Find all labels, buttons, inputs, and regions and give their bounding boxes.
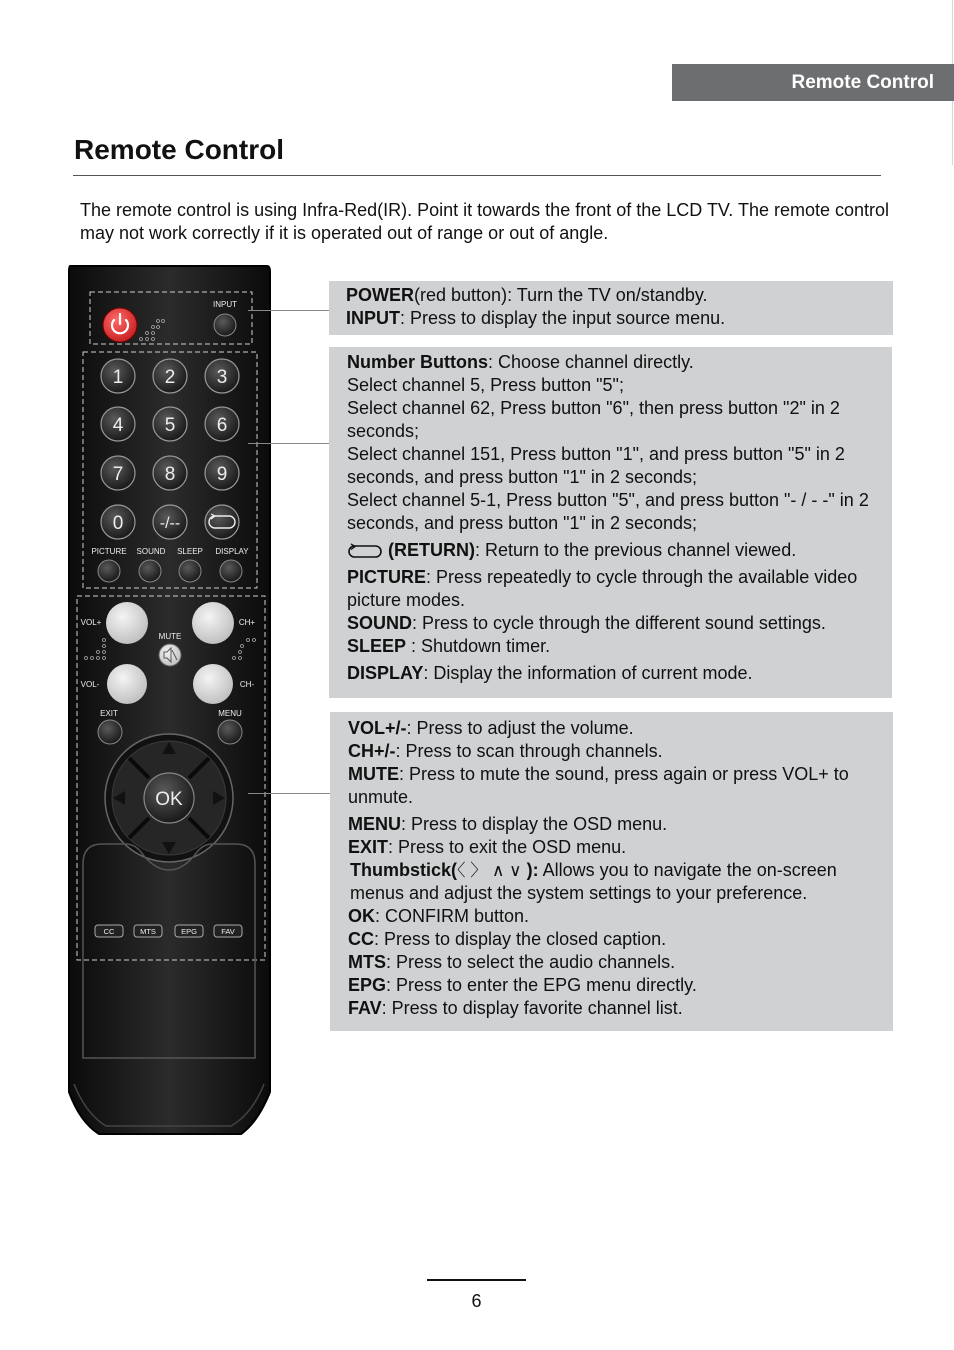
- digit-5-label: 5: [164, 415, 176, 436]
- menu-description: MENU: Press to display the OSD menu.: [348, 814, 668, 834]
- display-description: DISPLAY: Display the information of current mode.: [347, 663, 753, 683]
- channel-example-4: Select channel 5-1, Press button "5", and press button "- / - -" in 2 seconds, and press button "1" in 2 seconds;: [347, 490, 869, 533]
- thumbstick-arrows: 〈 〉 ∧ ∨: [457, 861, 522, 880]
- display-button[interactable]: [220, 560, 242, 582]
- section-header: Remote Control: [672, 64, 954, 101]
- digit-0-label: 0: [112, 513, 124, 534]
- sleep-description: SLEEP : Shutdown timer.: [347, 636, 551, 656]
- mute-button[interactable]: [159, 644, 181, 666]
- power-input-description: [329, 281, 893, 335]
- input-description: INPUT: Press to display the input source menu.: [346, 308, 726, 328]
- channel-example-3: Select channel 151, Press button "1", and press button "5" in 2 seconds, and press button "1" in 2 seconds;: [347, 444, 845, 487]
- return-description: (RETURN): Return to the previous channel viewed.: [347, 539, 882, 562]
- digit-9-label: 9: [216, 464, 228, 485]
- power-description: POWER(red button): Turn the TV on/standby.: [346, 285, 708, 305]
- title-divider: [73, 175, 881, 176]
- digit-7-label: 7: [112, 464, 124, 485]
- ch-minus-label: CH-: [239, 680, 255, 689]
- fav-label: FAV: [221, 927, 235, 936]
- page-title: Remote Control: [74, 134, 284, 165]
- ok-label: OK: [155, 789, 183, 810]
- digit-8-label: 8: [164, 464, 176, 485]
- digit-6-label: 6: [216, 415, 228, 436]
- ok-description: OK: CONFIRM button.: [348, 906, 530, 926]
- exit-label: EXIT: [100, 709, 118, 718]
- picture-button[interactable]: [98, 560, 120, 582]
- vol-description: VOL+/-: Press to adjust the volume.: [348, 718, 634, 738]
- intro-paragraph: The remote control is using Infra-Red(IR). Point it towards the front of the LCD TV. The remote control may not work correctly if it is operated out of range or out of angle.: [80, 200, 890, 243]
- display-label: DISPLAY: [215, 547, 249, 556]
- vol-minus-label: VOL-: [80, 680, 100, 689]
- fav-description: FAV: Press to display favorite channel list.: [348, 998, 683, 1018]
- cc-label: CC: [103, 927, 115, 936]
- ch-plus-button[interactable]: [192, 602, 234, 644]
- vol-plus-button[interactable]: [106, 602, 148, 644]
- leader-line-navigation: [248, 793, 330, 794]
- input-button[interactable]: [214, 314, 236, 336]
- number-buttons-line: Number Buttons: Choose channel directly.: [347, 352, 694, 372]
- mute-label: MUTE: [158, 632, 182, 641]
- channel-example-2: Select channel 62, Press button "6", then press button "2" in 2 seconds;: [347, 398, 840, 441]
- mts-label: MTS: [140, 927, 156, 936]
- digit-4-label: 4: [112, 415, 124, 436]
- sound-description: SOUND: Press to cycle through the different sound settings.: [347, 613, 826, 633]
- vol-plus-label: VOL+: [80, 618, 102, 627]
- picture-description: PICTURE: Press repeatedly to cycle through the available video picture modes.: [347, 567, 858, 610]
- digit-3-label: 3: [216, 367, 228, 388]
- digit-2-label: 2: [164, 367, 176, 388]
- exit-description: EXIT: Press to exit the OSD menu.: [348, 837, 627, 857]
- dash-label: -/--: [159, 515, 181, 532]
- navigation-description: [330, 712, 893, 1031]
- epg-description: EPG: Press to enter the EPG menu directly.: [348, 975, 697, 995]
- sleep-label: SLEEP: [177, 547, 203, 556]
- input-label: INPUT: [213, 300, 237, 309]
- cc-description: CC: Press to display the closed caption.: [348, 929, 667, 949]
- footer-divider: [427, 1279, 526, 1281]
- menu-button[interactable]: [218, 720, 242, 744]
- exit-button[interactable]: [98, 720, 122, 744]
- ch-description: CH+/-: Press to scan through channels.: [348, 741, 663, 761]
- epg-label: EPG: [181, 927, 197, 936]
- picture-label: PICTURE: [91, 547, 127, 556]
- ch-plus-label: CH+: [238, 618, 256, 627]
- digit-1-label: 1: [112, 367, 124, 388]
- return-icon: [347, 543, 383, 559]
- channel-example-1: Select channel 5, Press button "5";: [347, 375, 624, 395]
- sleep-button[interactable]: [179, 560, 201, 582]
- mute-description: MUTE: Press to mute the sound, press again or press VOL+ to unmute.: [348, 764, 849, 807]
- remote-control-illustration: [66, 264, 271, 1136]
- menu-label: MENU: [218, 709, 242, 718]
- number-buttons-description: [329, 347, 892, 698]
- leader-line-numbers: [248, 443, 329, 444]
- return-button[interactable]: [205, 505, 239, 539]
- leader-line-power: [248, 310, 329, 311]
- thumbstick-description: Thumbstick(〈 〉 ∧ ∨ ): Allows you to navigate the on-screen menus and adjust the system settings to your preference.: [350, 860, 837, 903]
- page-number: 6: [471, 1291, 482, 1311]
- power-button[interactable]: [103, 308, 137, 342]
- sound-button[interactable]: [139, 560, 161, 582]
- sound-label: SOUND: [136, 547, 166, 556]
- mts-description: MTS: Press to select the audio channels.: [348, 952, 676, 972]
- ch-minus-button[interactable]: [193, 664, 233, 704]
- vol-minus-button[interactable]: [107, 664, 147, 704]
